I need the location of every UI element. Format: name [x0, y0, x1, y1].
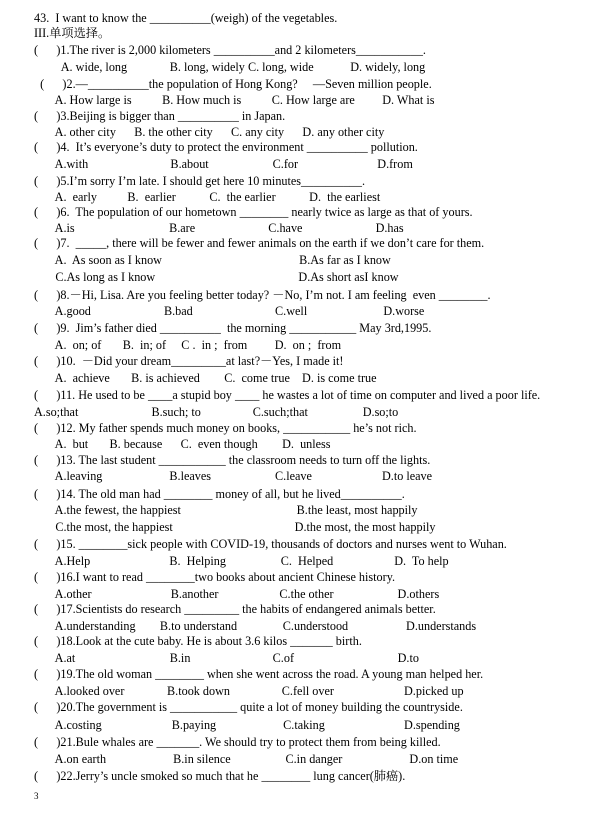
text-line: A. wide, long B. long, widely C. long, wide D. widely, long — [34, 60, 426, 74]
text-line: ( )3.Beijing is bigger than __________ in Japan. — [34, 109, 286, 123]
text-line: ( )9. Jim’s father died __________ the morning ___________ May 3rd,1995. — [34, 321, 432, 335]
text-line: III.单项选择。 — [34, 26, 111, 40]
text-line: ( )8.－Hi, Lisa. Are you feeling better today? －No, I’m not. I am feeling even ________. — [34, 288, 491, 302]
text-line: A.other B.another C.the other D.others — [34, 587, 440, 601]
text-line: 43. I want to know the __________(weigh) of the vegetables. — [34, 11, 338, 25]
text-line: A. other city B. the other city C. any city D. any other city — [34, 125, 385, 139]
text-line: ( )19.The old woman ________ when she went across the road. A young man helped her. — [34, 667, 484, 681]
text-line: A. but B. because C. even though D. unless — [34, 437, 331, 451]
text-line: A.costing B.paying C.taking D.spending — [34, 718, 460, 732]
text-line: ( )21.Bule whales are _______. We should try to protect them from being killed. — [34, 735, 441, 749]
text-line: ( )15. ________sick people with COVID-19, thousands of doctors and nurses went to Wuhan. — [34, 537, 507, 551]
text-line: ( )16.I want to read ________two books about ancient Chinese history. — [34, 570, 396, 584]
text-line: ( )20.The government is ___________ quite a lot of money building the countryside. — [34, 700, 463, 714]
text-line: ( )2.—__________the population of Hong Kong? —Seven million people. — [34, 77, 432, 91]
text-line: ( )10. －Did your dream_________at last?－Yes, I made it! — [34, 354, 344, 368]
text-line: A.good B.bad C.well D.worse — [34, 304, 425, 318]
text-line: ( )17.Scientists do research _________ the habits of endangered animals better. — [34, 602, 436, 616]
text-line: C.As long as I know D.As short asI know — [34, 270, 399, 284]
text-line: A.leaving B.leaves C.leave D.to leave — [34, 469, 433, 483]
text-line: A.on earth B.in silence C.in danger D.on time — [34, 752, 459, 766]
text-line: A.the fewest, the happiest B.the least, most happily — [34, 503, 418, 517]
text-line: A.is B.are C.have D.has — [34, 221, 404, 235]
text-line: A.with B.about C.for D.from — [34, 157, 413, 171]
text-line: ( )1.The river is 2,000 kilometers __________and 2 kilometers___________. — [34, 43, 426, 57]
text-line: ( )6. The population of our hometown ________ nearly twice as large as that of yours. — [34, 205, 473, 219]
text-line: A. on; of B. in; of C . in ; from D. on ; from — [34, 338, 342, 352]
text-line: ( )7. _____, there will be fewer and fewer animals on the earth if we don’t care for them. — [34, 236, 485, 250]
text-line: A. As soon as I know B.As far as I know — [34, 253, 391, 267]
text-line: ( )18.Look at the cute baby. He is about 3.6 kilos _______ birth. — [34, 634, 362, 648]
text-line: ( )22.Jerry’s uncle smoked so much that he ________ lung cancer(肺癌). — [34, 769, 406, 783]
text-line: A.so;that B.such; to C.such;that D.so;to — [34, 405, 399, 419]
text-line: A. achieve B. is achieved C. come true D. is come true — [34, 371, 377, 385]
text-line: ( )13. The last student ___________ the classroom needs to turn off the lights. — [34, 453, 431, 467]
text-line: ( )14. The old man had ________ money of all, but he lived__________. — [34, 487, 405, 501]
text-line: ( )11. He used to be ____a stupid boy ____ he wastes a lot of time on computer and lived a poor life. — [34, 388, 541, 402]
text-line: ( )12. My father spends much money on books, ___________ he’s not rich. — [34, 421, 417, 435]
text-line: ( )5.I’m sorry I’m late. I should get here 10 minutes__________. — [34, 174, 366, 188]
text-line: A. early B. earlier C. the earlier D. the earliest — [34, 190, 381, 204]
text-line: A.looked over B.took down C.fell over D.picked up — [34, 684, 464, 698]
text-line: ( )4. It’s everyone’s duty to protect the environment __________ pollution. — [34, 140, 418, 154]
text-line: C.the most, the happiest D.the most, the most happily — [34, 520, 436, 534]
text-line: A. How large is B. How much is C. How large are D. What is — [34, 93, 435, 107]
text-line: A.Help B. Helping C. Helped D. To help — [34, 554, 449, 568]
text-line: A.at B.in C.of D.to — [34, 651, 419, 665]
text-line: A.understanding B.to understand C.understood D.understands — [34, 619, 477, 633]
page-number: 3 — [34, 791, 39, 801]
